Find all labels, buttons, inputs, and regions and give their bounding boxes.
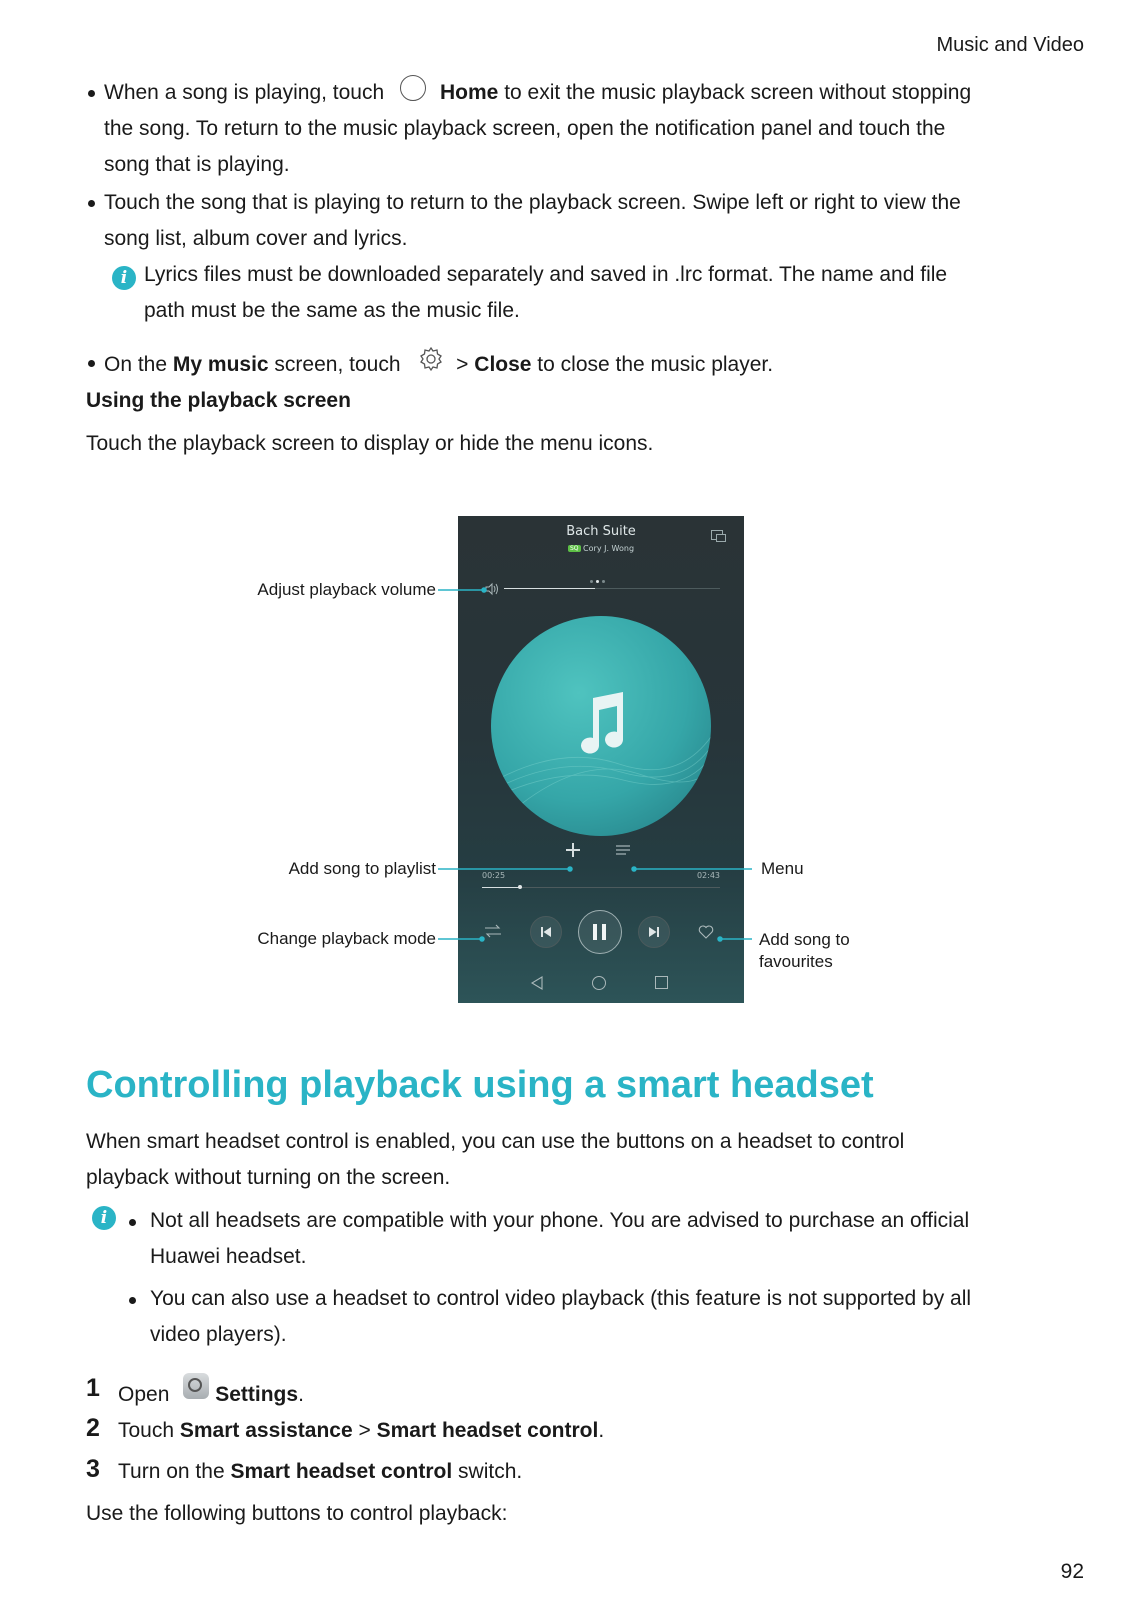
bullet-dot <box>129 1219 136 1226</box>
step-number: 1 <box>86 1374 100 1402</box>
section-intro-line-1: When smart headset control is enabled, you can use the buttons on a headset to control <box>86 1130 905 1153</box>
step-3-text: Turn on the Smart headset control switch. <box>118 1460 523 1483</box>
bullet-1-line-1: When a song is playing, touch Home to exit the music playback screen without stopping <box>104 75 971 111</box>
note-2-2-line-1: You can also use a headset to control video playback (this feature is not supported by all <box>150 1287 972 1310</box>
note-2-1-line-2: Huawei headset. <box>150 1245 307 1268</box>
running-header: Music and Video <box>936 34 1084 56</box>
song-artist: Cory J. Wong <box>583 544 635 553</box>
bullet-2-line-2: song list, album cover and lyrics. <box>104 227 408 250</box>
step-1-text: Open Settings. <box>118 1373 304 1413</box>
note-2-1-line-1: Not all headsets are compatible with your phone. You are advised to purchase an official <box>150 1209 970 1232</box>
callout-favourites-line-2: favourites <box>759 952 833 971</box>
bullet-1-line-2: the song. To return to the music playback screen, open the notification panel and touch the <box>104 117 946 140</box>
sq-badge: SQ <box>569 545 579 552</box>
page-number: 92 <box>1060 1560 1084 1583</box>
section-intro-line-2: playback without turning on the screen. <box>86 1166 451 1189</box>
bullet-1-line-3: song that is playing. <box>104 153 290 176</box>
note-line-2: path must be the same as the music file. <box>144 299 520 322</box>
time-total: 02:43 <box>696 871 720 880</box>
step-number: 2 <box>86 1414 100 1442</box>
closing-text: Use the following buttons to control playback: <box>86 1502 508 1525</box>
info-icon: i <box>112 266 136 290</box>
bullet-3-line-1: On the My music screen, touch > Close to close the music player. <box>104 345 773 385</box>
callout-volume: Adjust playback volume <box>257 580 436 599</box>
info-icon: i <box>92 1206 116 1230</box>
callout-favourites-line-1: Add song to <box>759 930 850 949</box>
bullet-dot <box>129 1297 136 1304</box>
note-2-2-line-2: video players). <box>150 1323 287 1346</box>
callout-mode: Change playback mode <box>257 929 436 948</box>
step-2-text: Touch Smart assistance > Smart headset control. <box>118 1419 605 1442</box>
time-elapsed: 00:25 <box>482 871 506 880</box>
subsection-heading: Using the playback screen <box>86 389 351 412</box>
song-title: Bach Suite <box>566 524 636 539</box>
subsection-intro: Touch the playback screen to display or hide the menu icons. <box>86 432 654 455</box>
callout-playlist: Add song to playlist <box>288 859 436 878</box>
settings-app-icon <box>183 1373 209 1399</box>
note-line-1: Lyrics files must be downloaded separately and saved in .lrc format. The name and file <box>144 263 948 286</box>
callout-menu: Menu <box>761 859 804 878</box>
step-number: 3 <box>86 1455 100 1483</box>
bullet-2-line-1: Touch the song that is playing to return to the playback screen. Swipe left or right to view the <box>104 191 961 214</box>
section-heading: Controlling playback using a smart headset <box>86 1064 874 1106</box>
